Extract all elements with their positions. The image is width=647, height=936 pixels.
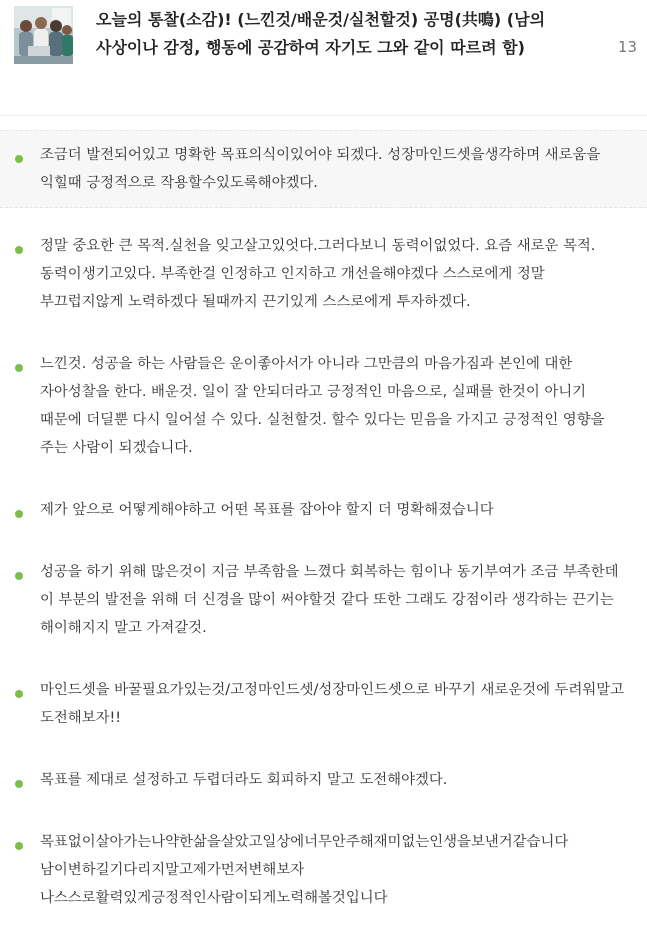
comment-text: 느낀것. 성공을 하는 사람들은 운이좋아서가 아니라 그만큼의 마음가짐과 본인에 대한 자아성찰을 한다. 배운것. 일이 잘 안되더라고 긍정적인 마음으로, 실패를 한것이 아니기 때문에 더딜뿐 다시 일어설 수 있다. 실천할것. 할수 있다는 믿음을 가지고 긍정적인 영향을 주는 사람이 되겠습니다.	[40, 356, 605, 456]
comment-text: 성공을 하기 위해 많은것이 지금 부족함을 느꼈다 회복하는 힘이나 동기부여가 조금 부족한데 이 부분의 발전을 위해 더 신경을 많이 써야할것 같다 또한 그래도 강점이라 생각하는 끈기는 해이해지지 말고 가져갈것.	[40, 564, 619, 636]
bullet-icon	[15, 246, 23, 254]
comment-item	[0, 340, 647, 472]
comment-item	[0, 756, 647, 804]
comment-count: 13	[617, 38, 637, 56]
comment-text: 목표없이살아가는나약한삶을살았고일상에너무안주해재미없는인생을보낸거같습니다 남이변하길기다리지말고제가먼저변해보자 나스스로활력있게긍정적인사람이되게노력해볼것입니다	[40, 834, 569, 906]
comment-text: 조금더 발전되어있고 명확한 목표의식이있어야 되겠다. 성장마인드셋을생각하며 새로움을 익힐때 긍정적으로 작용할수있도록해야겠다.	[40, 147, 601, 191]
bullet-icon	[15, 572, 23, 580]
group-photo-icon	[14, 6, 73, 64]
comment-item	[0, 818, 647, 922]
bullet-icon	[15, 842, 23, 850]
comment-item	[0, 486, 647, 534]
bullet-icon	[15, 364, 23, 372]
comment-item	[0, 222, 647, 326]
comment-text: 마인드셋을 바꿀필요가있는것/고정마인드셋/성장마인드셋으로 바꾸기 새로운것에 두려워말고 도전해보자!!	[40, 682, 625, 726]
comment-list	[0, 130, 647, 936]
comment-text: 제가 앞으로 어떻게해야하고 어떤 목표를 잡아야 할지 더 명확해졌습니다	[40, 502, 494, 518]
comment-item	[0, 548, 647, 652]
post-title[interactable]: 오늘의 통찰(소감)! (느낀것/배운것/실천할것) 공명(共鳴) (남의 사상이나 감정, 행동에 공감하여 자기도 그와 같이 따르려 함)	[96, 10, 546, 57]
bullet-icon	[15, 780, 23, 788]
bullet-icon	[15, 690, 23, 698]
bullet-icon	[15, 510, 23, 518]
post-thumbnail[interactable]	[14, 6, 73, 64]
post-header	[0, 0, 647, 116]
comment-text: 정말 중요한 큰 목적.실천을 잊고살고있엇다.그러다보니 동력이없었다. 요즘 새로운 목적. 동력이생기고있다. 부족한걸 인정하고 인지하고 개선을해야겠다 스스로에게 정말 부끄럽지않게 노력하겠다 될때까지 끈기있게 스스로에게 투자하겠다.	[40, 238, 596, 310]
comment-text: 목표를 제대로 설정하고 두렵더라도 회피하지 말고 도전해야겠다.	[40, 772, 448, 788]
comment-item	[0, 666, 647, 742]
bullet-icon	[15, 155, 23, 163]
comment-item	[0, 130, 647, 208]
